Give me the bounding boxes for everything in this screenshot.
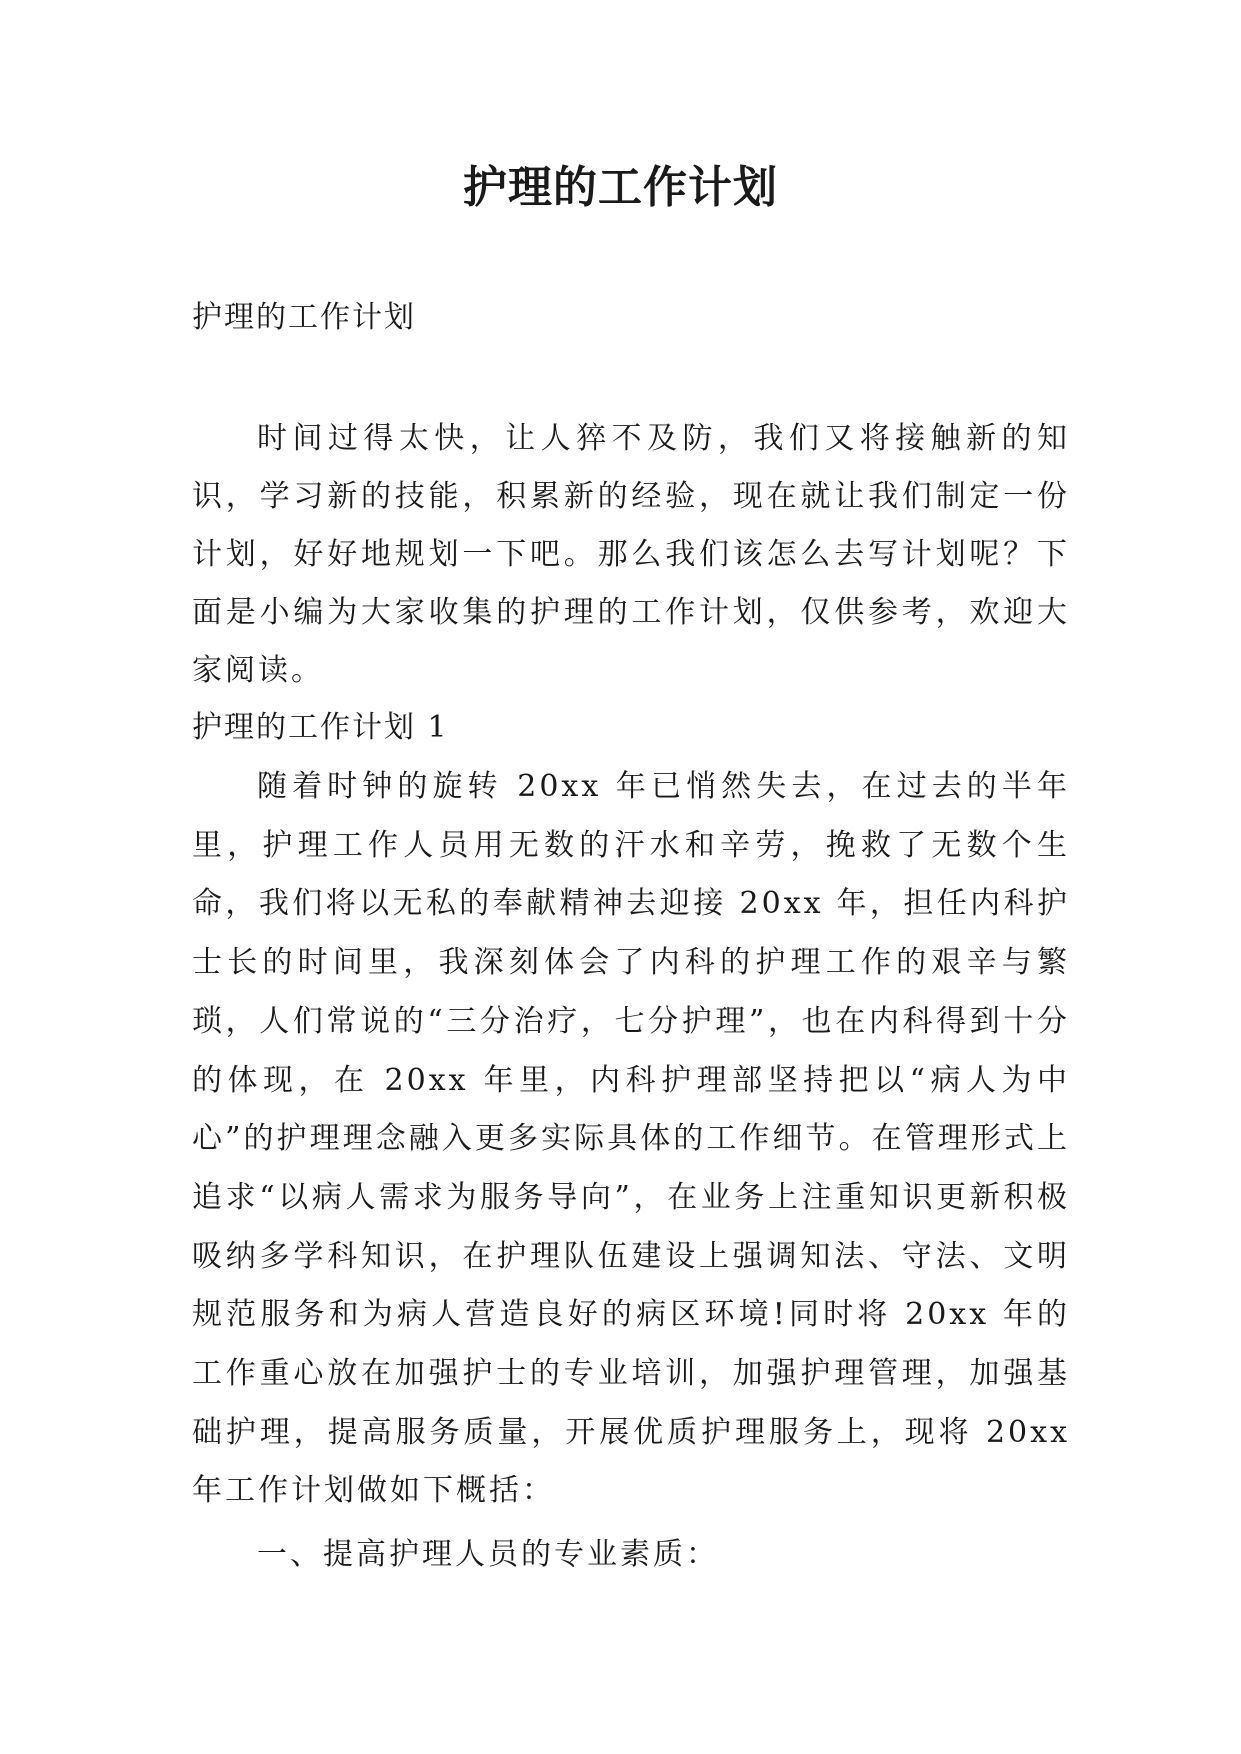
document-subtitle: 护理的工作计划	[192, 300, 416, 335]
intro-paragraph: 时间过得太快，让人猝不及防，我们又将接触新的知识，学习新的技能，积累新的经验，现在就让我们制定一份计划，好好地规划一下吧。那么我们该怎么去写计划呢？下面是小编为大家收集的护理的工作计划，仅供参考，欢迎大家阅读。	[192, 421, 1070, 688]
document-title: 护理的工作计划	[463, 162, 778, 213]
point-heading: 一、提高护理人员的专业素质：	[257, 1537, 719, 1572]
body-paragraph: 随着时钟的旋转 20xx 年已悄然失去，在过去的半年里，护理工作人员用无数的汗水和辛劳，挽救了无数个生命，我们将以无私的奉献精神去迎接 20xx 年，担任内科护士长的时间里，我深刻体会了内科的护理工作的艰辛与繁琐，人们常说的“三分治疗，七分护理”，也在内科得到十分的体现，在 20xx 年里，内科护理部坚持把以“病人为中心”的护理理念融入更多实际具体的工作细节。在管理形式上追求“以病人需求为服务导向”，在业务上注重知识更新积极吸纳多学科知识，在护理队伍建设上强调知法、守法、文明规范服务和为病人营造良好的病区环境!同时将 20xx 年的工作重心放在加强护士的专业培训，加强护理管理，加强基础护理，提高服务质量，开展优质护理服务上，现将 20xx 年工作计划做如下概括：	[192, 769, 1070, 1509]
section-heading: 护理的工作计划 1	[192, 710, 449, 745]
